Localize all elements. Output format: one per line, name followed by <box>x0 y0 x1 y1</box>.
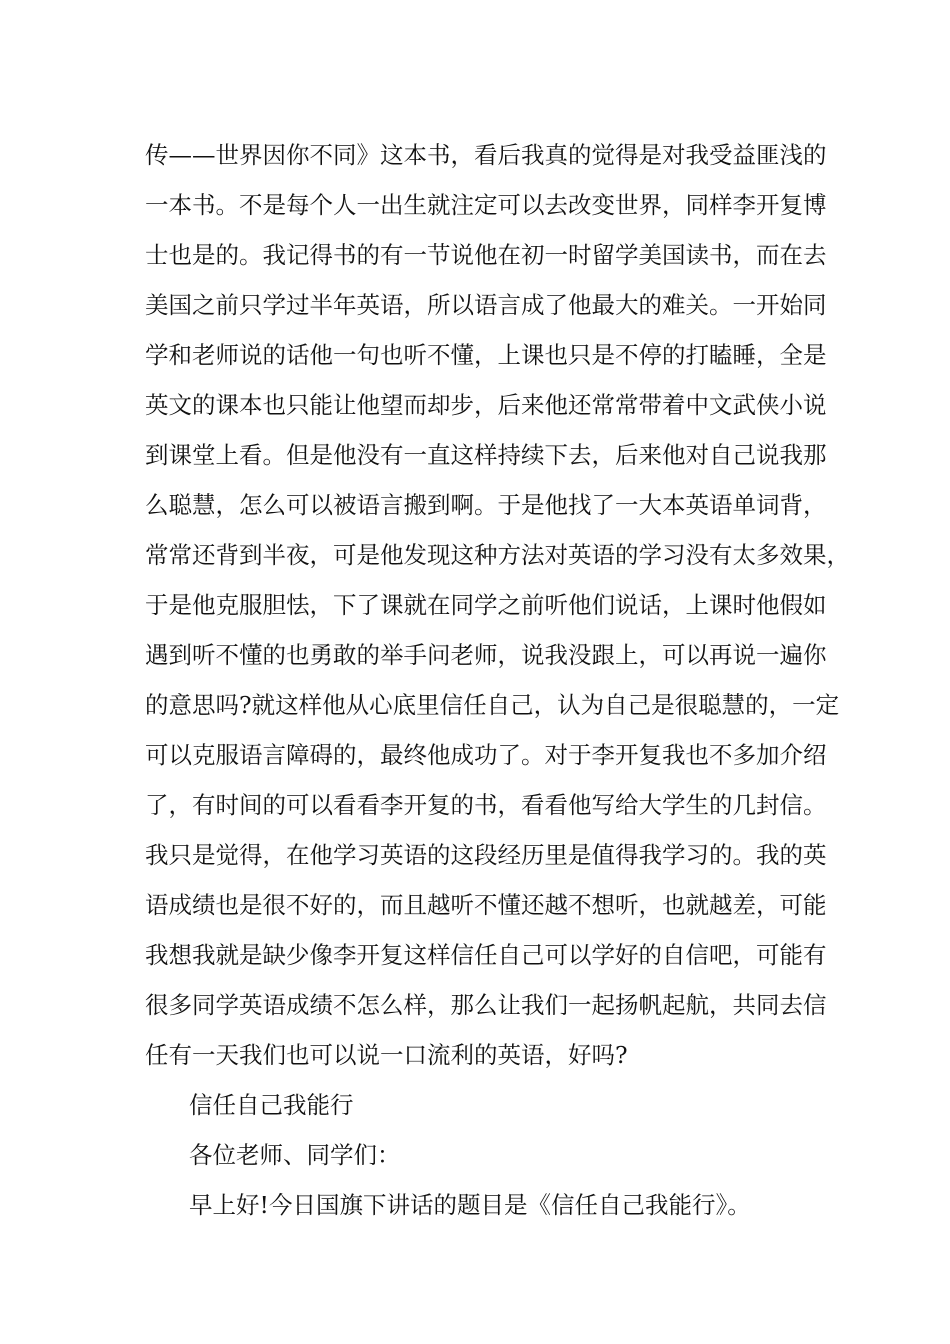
greeting-line: 各位老师、同学们： <box>189 1141 401 1169</box>
paragraph-line-5: 学和老师说的话他一句也听不懂，上课也只是不停的打瞌睡，全是 <box>145 341 827 369</box>
section-title: 信任自己我能行 <box>189 1091 354 1119</box>
paragraph-line-15: 我只是觉得，在他学习英语的这段经历里是值得我学习的。我的英 <box>145 841 827 869</box>
paragraph-line-6: 英文的课本也只能让他望而却步，后来他还常常带着中文武侠小说 <box>145 391 827 419</box>
paragraph-line-7: 到课堂上看。但是他没有一直这样持续下去，后来他对自己说我那 <box>145 441 827 469</box>
paragraph-line-19: 任有一天我们也可以说一口流利的英语，好吗? <box>145 1041 628 1069</box>
paragraph-line-9: 常常还背到半夜，可是他发现这种方法对英语的学习没有太多效果， <box>145 541 850 569</box>
paragraph-line-14: 了，有时间的可以看看李开复的书，看看他写给大学生的几封信。 <box>145 791 827 819</box>
paragraph-line-12: 的意思吗?就这样他从心底里信任自己，认为自己是很聪慧的，一定 <box>145 691 840 719</box>
paragraph-line-10: 于是他克服胆怯，下了课就在同学之前听他们说话，上课时他假如 <box>145 591 827 619</box>
opening-line: 早上好!今日国旗下讲话的题目是《信任自己我能行》。 <box>189 1191 751 1219</box>
paragraph-line-3: 士也是的。我记得书的有一节说他在初一时留学美国读书，而在去 <box>145 241 827 269</box>
paragraph-line-8: 么聪慧，怎么可以被语言搬到啊。于是他找了一大本英语单词背， <box>145 491 827 519</box>
paragraph-line-13: 可以克服语言障碍的，最终他成功了。对于李开复我也不多加介绍 <box>145 741 827 769</box>
paragraph-line-2: 一本书。不是每个人一出生就注定可以去改变世界，同样李开复博 <box>145 191 827 219</box>
paragraph-line-18: 很多同学英语成绩不怎么样，那么让我们一起扬帆起航，共同去信 <box>145 991 827 1019</box>
paragraph-line-16: 语成绩也是很不好的，而且越听不懂还越不想听，也就越差，可能 <box>145 891 827 919</box>
paragraph-line-1: 传——世界因你不同》这本书，看后我真的觉得是对我受益匪浅的 <box>145 141 827 169</box>
paragraph-line-17: 我想我就是缺少像李开复这样信任自己可以学好的自信吧，可能有 <box>145 941 827 969</box>
document-body <box>145 130 850 1230</box>
paragraph-line-4: 美国之前只学过半年英语，所以语言成了他最大的难关。一开始同 <box>145 291 827 319</box>
paragraph-line-11: 遇到听不懂的也勇敢的举手问老师，说我没跟上，可以再说一遍你 <box>145 641 827 669</box>
